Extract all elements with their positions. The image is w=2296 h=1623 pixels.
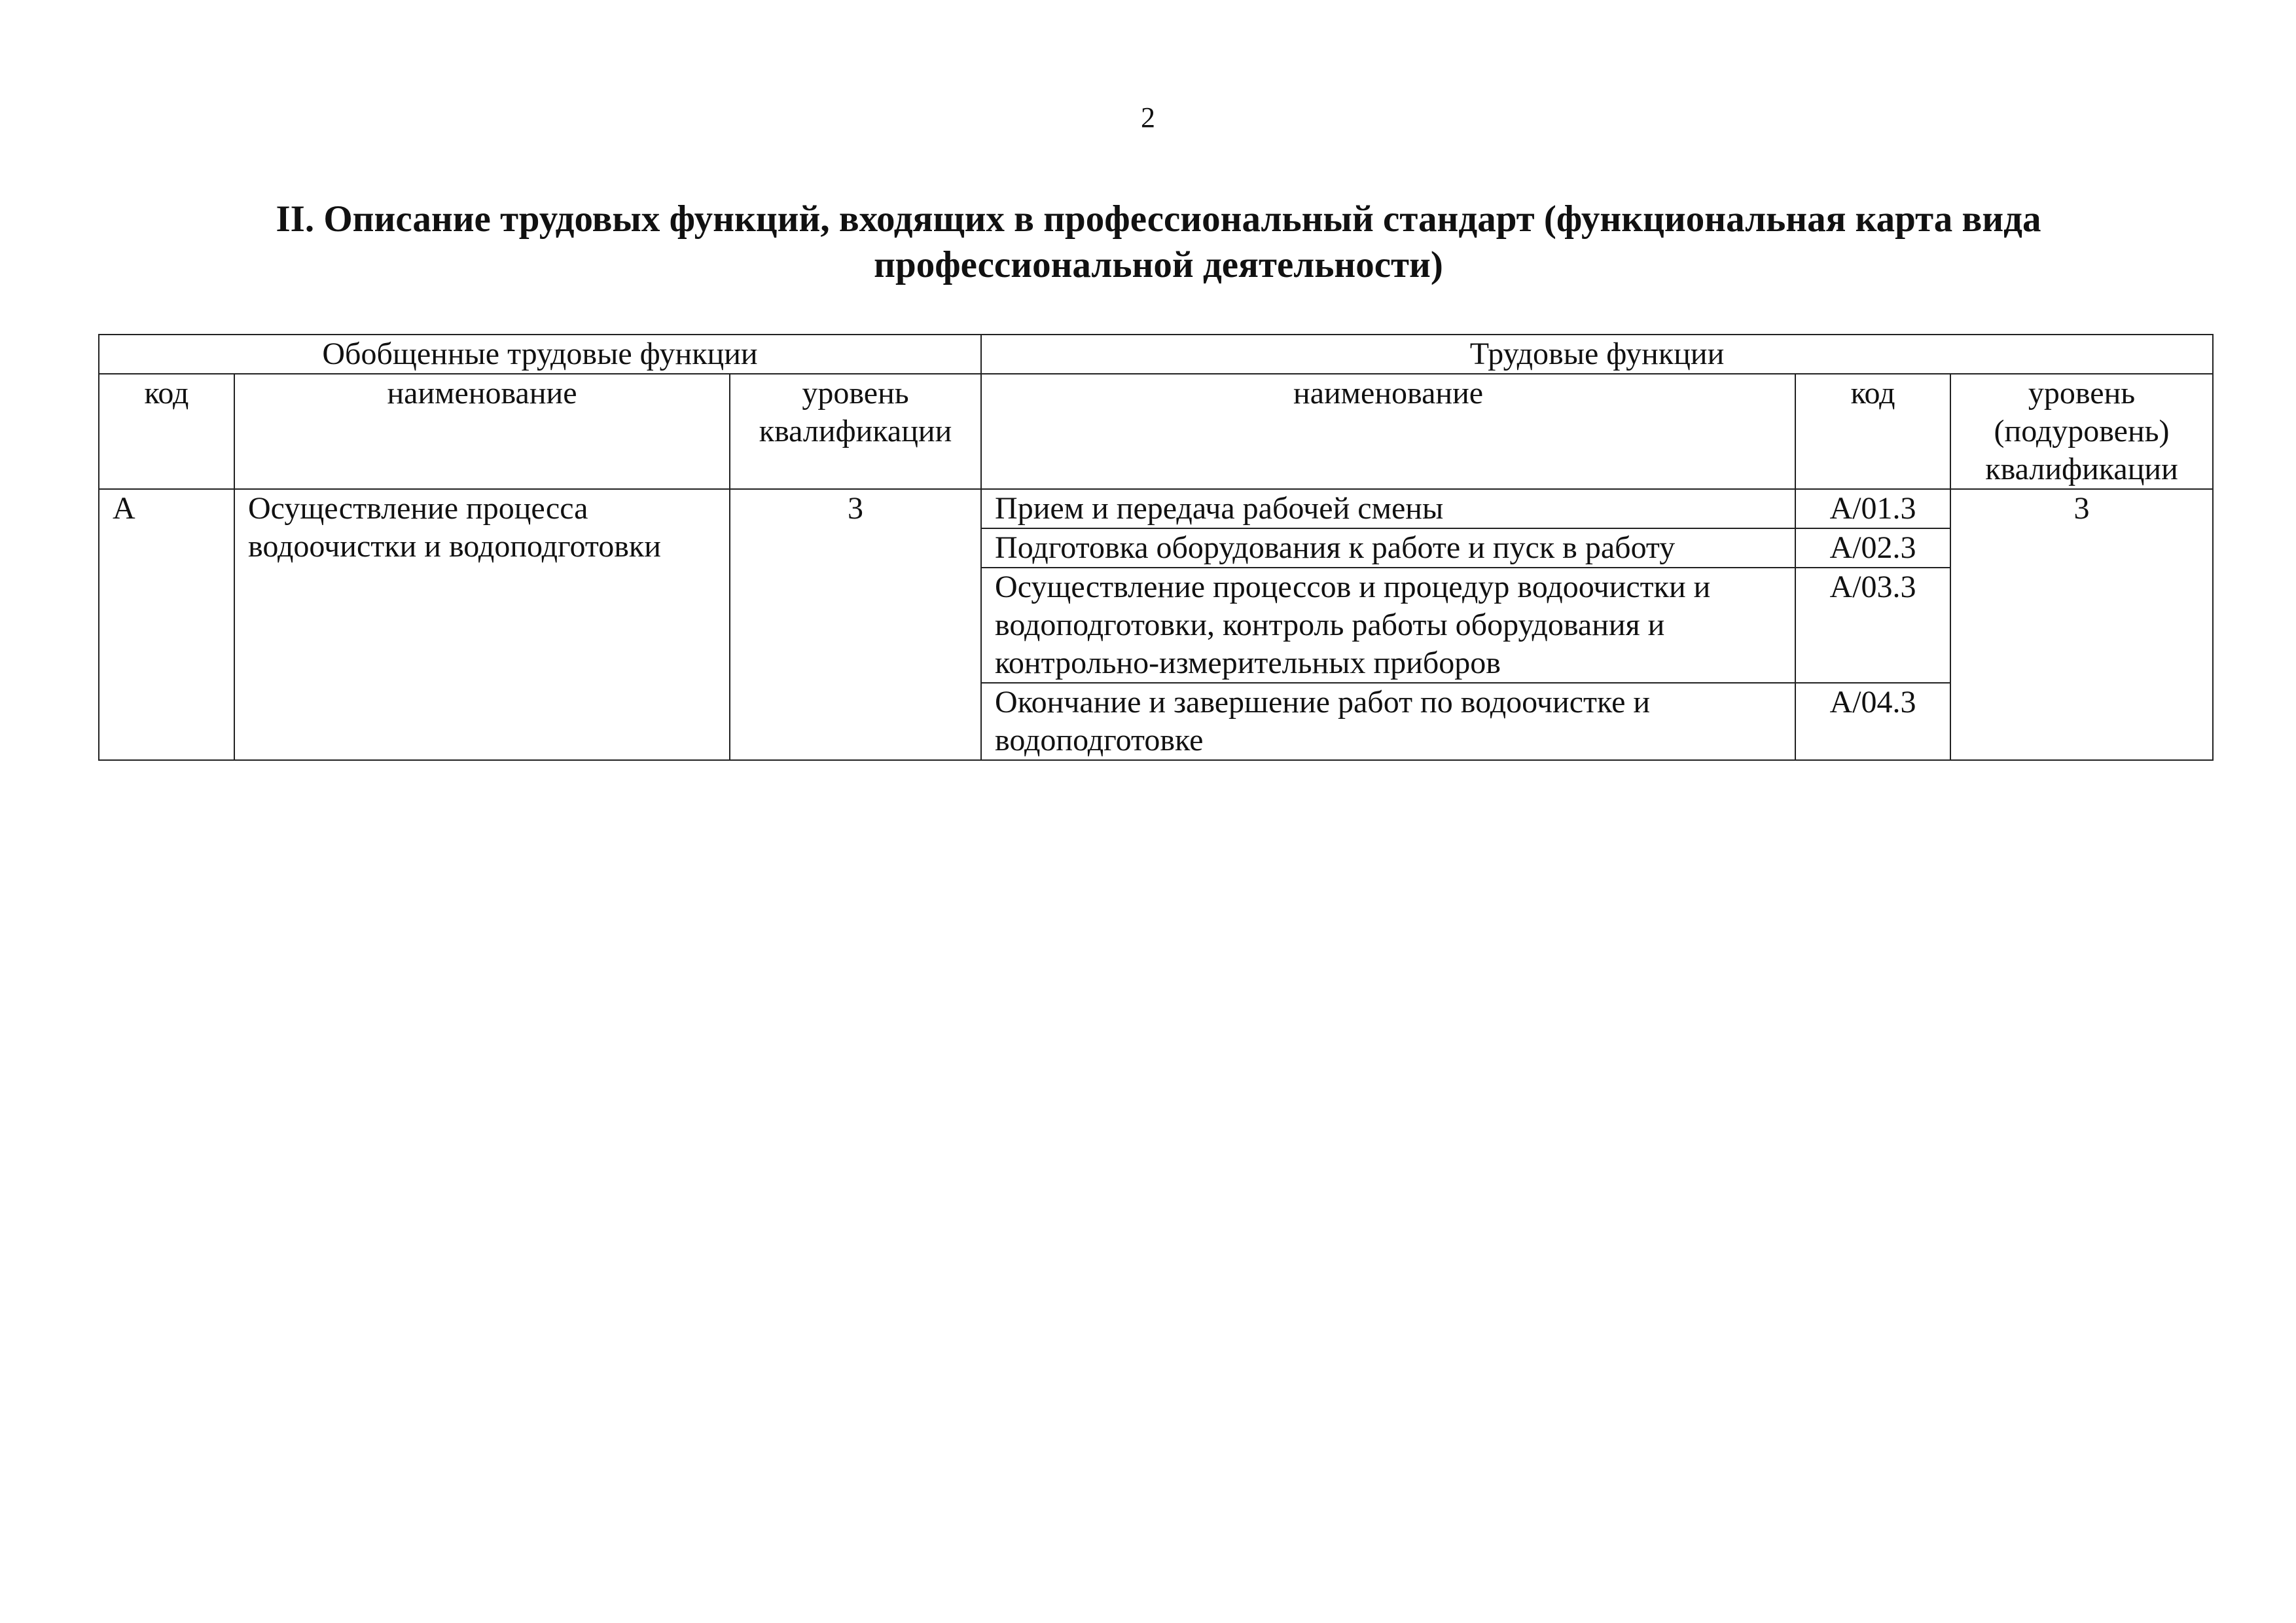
func-name-header: наименование bbox=[981, 374, 1795, 489]
labor-functions-header: Трудовые функции bbox=[981, 335, 2213, 374]
function-code: А/04.3 bbox=[1795, 683, 1950, 760]
function-code: А/03.3 bbox=[1795, 568, 1950, 683]
func-code-header: код bbox=[1795, 374, 1950, 489]
function-code: А/02.3 bbox=[1795, 528, 1950, 568]
generalized-functions-header: Обобщенные трудовые функции bbox=[99, 335, 981, 374]
gen-function-level: 3 bbox=[730, 489, 981, 760]
functional-map-table bbox=[98, 334, 2214, 761]
function-name: Прием и передача рабочей смены bbox=[981, 489, 1795, 528]
gen-code-header: код bbox=[99, 374, 234, 489]
gen-level-header: уровень квалификации bbox=[730, 374, 981, 489]
gen-name-header: наименование bbox=[234, 374, 730, 489]
function-name: Окончание и завершение работ по водоочистке и водоподготовке bbox=[981, 683, 1795, 760]
function-name: Осуществление процессов и процедур водоочистки и водоподготовки, контроль работы оборудования и контрольно-измерительных приборов bbox=[981, 568, 1795, 683]
gen-function-name: Осуществление процесса водоочистки и водоподготовки bbox=[234, 489, 730, 760]
section-title: II. Описание трудовых функций, входящих в профессиональный стандарт (функциональная карта вида профессиональной деятельности) bbox=[276, 198, 2041, 285]
function-level: 3 bbox=[1950, 489, 2213, 760]
page-number: 2 bbox=[1141, 101, 1155, 134]
table-row bbox=[99, 489, 2213, 528]
func-level-header: уровень (подуровень) квалификации bbox=[1950, 374, 2213, 489]
gen-function-code: А bbox=[99, 489, 234, 760]
column-header-row bbox=[99, 374, 2213, 489]
group-header-row bbox=[99, 335, 2213, 374]
function-name: Подготовка оборудования к работе и пуск в работу bbox=[981, 528, 1795, 568]
function-code: А/01.3 bbox=[1795, 489, 1950, 528]
